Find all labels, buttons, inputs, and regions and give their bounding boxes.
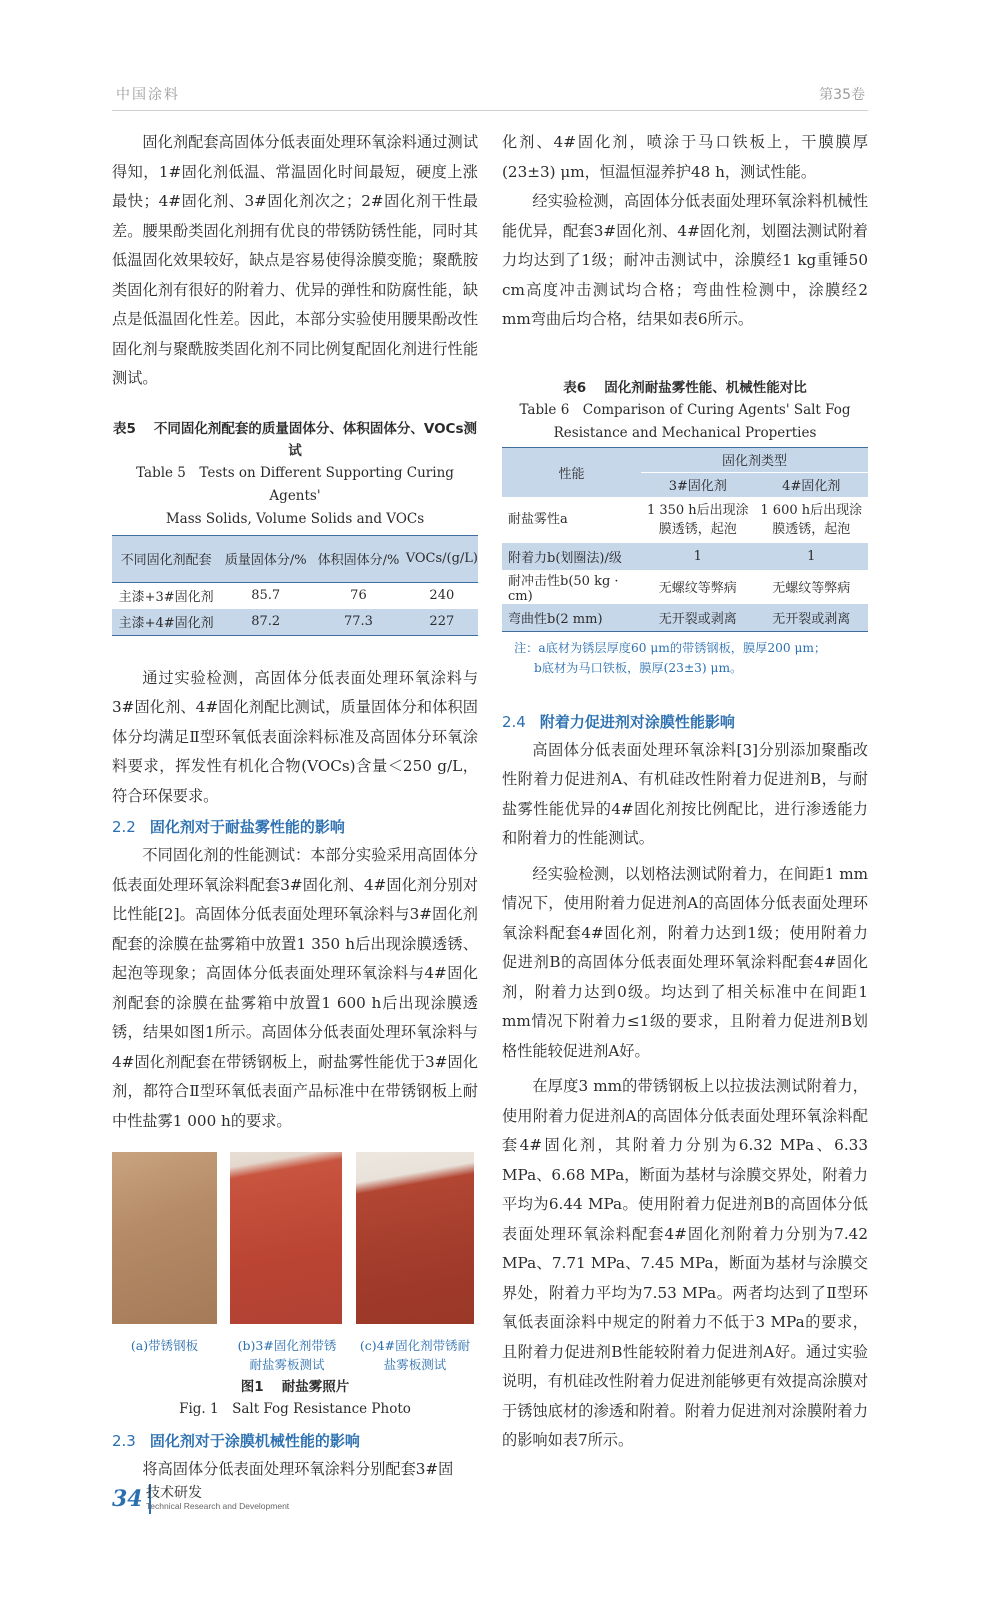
table-caption-en: Table 5 Tests on Different Supporting Curing Agents' (136, 464, 454, 504)
table-header: 体积固体分/% (311, 535, 405, 582)
table-note-line: 注：a底材为锈层厚度60 μm的带锈钢板，膜厚200 μm； (514, 640, 827, 655)
photo-caption-c (352, 1336, 478, 1374)
section-title: 固化剂对于涂膜机械性能的影响 (149, 1432, 360, 1450)
table-cell: 主漆+3#固化剂 (118, 590, 214, 605)
table-cell: 附着力b(划圈法)/级 (502, 543, 641, 570)
section-number: 2.3 (112, 1432, 136, 1450)
table-cell: 1 (641, 543, 754, 570)
table-caption-en-2: Mass Solids, Volume Solids and VOCs (165, 510, 425, 527)
figure-caption-en: Fig. 1 Salt Fog Resistance Photo (179, 1401, 411, 1417)
table-header: 性能 (502, 447, 641, 497)
table-number: 表6 (563, 379, 587, 396)
page-number: 34 (112, 1484, 151, 1514)
table-caption-cn (502, 377, 868, 399)
table-header: VOCs/(g/L) (406, 535, 478, 582)
caption-text: (a)带锈钢板 (130, 1338, 199, 1353)
table6-block (502, 377, 868, 678)
table-cell: 主漆+4#固化剂 (112, 609, 220, 636)
table-row (502, 570, 868, 604)
table-cell: 85.7 (251, 588, 281, 603)
table-number: 表5 (112, 420, 136, 437)
footer-section-cn: 技术研发 (146, 1485, 202, 1501)
figure-title: 耐盐雾照片 (281, 1379, 350, 1395)
paragraph: 固化剂配套高固体分低表面处理环氧涂料通过测试得知，1#固化剂低温、常温固化时间最短，硬度上涨最快；4#固化剂、3#固化剂次之；2#固化剂干性最差。腰果酚类固化剂拥有优良的带锈防锈性能，同时其低温固化效果较好，缺点是容易使得涂膜变脆；聚酰胺类固化剂有很好的附着力、优异的弹性和防腐性能，缺点是低温固化性差。因此，本部分实验使用腰果酚改性固化剂与聚酰胺类固化剂不同比例复配固化剂进行性能测试。 (112, 133, 478, 387)
table-header: 不同固化剂配套 (112, 535, 220, 582)
section-number: 2.2 (112, 818, 136, 836)
table-title: 固化剂耐盐雾性能、机械性能对比 (604, 379, 807, 396)
table5 (112, 535, 478, 636)
table6 (502, 447, 868, 632)
curing-agent-3-panel-photo (230, 1152, 342, 1324)
table-note (514, 638, 868, 678)
table-header: 固化剂类型 (641, 447, 868, 472)
section-heading (112, 1427, 478, 1455)
paragraph: 不同固化剂的性能测试：本部分实验采用高固体分低表面处理环氧涂料配套3#固化剂、4#固化剂分别对比性能[2]。高固体分低表面处理环氧涂料与3#固化剂配套的涂膜在盐雾箱中放置1 350 h后出现涂膜透锈、起泡等现象；高固体分低表面处理环氧涂料与4#固化剂配套的涂膜在盐雾箱中放置1 600 h后出现涂膜透锈，结果如图1所示。高固体分低表面处理环氧涂料与4#固化剂配套在带锈钢板上，耐盐雾性能优于3#固化剂，都符合Ⅱ型环氧低表面产品标准中在带锈钢板上耐中性盐雾1 000 h的要求。 (112, 846, 478, 1130)
table-row (502, 543, 868, 570)
table-cell: 227 (406, 609, 478, 636)
table-row (112, 582, 478, 609)
table-cell: 无开裂或剥离 (755, 604, 868, 632)
header-rule (112, 110, 868, 111)
journal-name: 中国涂料 (116, 87, 180, 103)
paragraph: 在厚度3 mm的带锈钢板上以拉拔法测试附着力，使用附着力促进剂A的高固体分低表面处理环氧涂料配套4#固化剂，其附着力分别为6.32 MPa、6.33 MPa、6.68 MPa，断面为基材与涂膜交界处，附着力平均为6.44 MPa。使用附着力促进剂B的高固体分低表面处理环氧涂料配套4#固化剂附着力分别为7.42 MPa、7.71 MPa、7.45 MPa，断面为基材与涂膜交界处，附着力平均为7.53 MPa。两者均达到了Ⅱ型环氧低表面涂料中规定的附着力不低于3 MPa的要求，且附着力促进剂B性能较附着力促进剂A好。通过实验说明，有机硅改性附着力促进剂能够更有效提高涂膜对于锈蚀底材的渗透和附着。附着力促进剂对涂膜附着力的影响如表7所示。 (502, 1077, 868, 1449)
table-cell: 1 (755, 543, 868, 570)
table-cell: 76 (350, 588, 367, 603)
paragraph: 高固体分低表面处理环氧涂料[3]分别添加聚酯改性附着力促进剂A、有机硅改性附着力促进剂B，与耐盐雾性能优异的4#固化剂按比例配比，进行渗透能力和附着力的性能测试。 (502, 740, 868, 847)
table-header: 4#固化剂 (755, 472, 868, 497)
table-cell: 耐冲击性b(50 kg · cm) (508, 573, 619, 604)
figure-caption-cn (112, 1376, 478, 1398)
curing-agent-4-panel-photo (356, 1152, 474, 1324)
table-cell: 1 350 h后出现涂膜透锈，起泡 (646, 502, 749, 537)
figure-number: 图1 (240, 1379, 264, 1395)
paragraph: 将高固体分低表面处理环氧涂料分别配套3#固 (142, 1460, 454, 1478)
table-cell: 弯曲性b(2 mm) (502, 604, 641, 632)
caption-text: (b)3#固化剂带锈 (237, 1338, 337, 1353)
right-column (502, 128, 868, 1456)
left-column (112, 128, 478, 1485)
section-title: 固化剂对于耐盐雾性能的影响 (149, 818, 345, 836)
table-header: 3#固化剂 (641, 472, 754, 497)
table-cell: 无螺纹等弊病 (658, 581, 737, 596)
section-title: 附着力促进剂对涂膜性能影响 (539, 712, 735, 731)
table-cell: 无螺纹等弊病 (772, 581, 851, 596)
table-caption-en: Table 6 Comparison of Curing Agents' Salt Fog (519, 401, 851, 418)
section-number: 2.4 (502, 712, 526, 731)
table-cell: 240 (429, 588, 455, 603)
table-row (502, 604, 868, 632)
table-cell: 77.3 (311, 609, 405, 636)
table-caption-cn (112, 418, 478, 462)
figure1-photos (112, 1152, 478, 1372)
table5-block (112, 418, 478, 636)
caption-text: 耐盐雾板测试 (249, 1357, 325, 1372)
table-cell: 87.2 (220, 609, 311, 636)
table-header: 质量固体分/% (220, 535, 311, 582)
table-row (502, 497, 868, 543)
volume-label: 第35卷 (819, 87, 865, 103)
photo-caption-b (228, 1336, 346, 1374)
paragraph: 化剂、4#固化剂，喷涂于马口铁板上，干膜膜厚(23±3) μm，恒温恒湿养护48 h，测试性能。 (502, 133, 868, 181)
table-title: 不同固化剂配套的质量固体分、体积固体分、VOCs测试 (153, 420, 478, 459)
table-cell: 1 600 h后出现涂膜透锈，起泡 (760, 502, 863, 537)
section-heading (502, 708, 868, 736)
paragraph: 经实验检测，以划格法测试附着力，在间距1 mm情况下，使用附着力促进剂A的高固体分低表面处理环氧涂料配套4#固化剂，附着力达到1级；使用附着力促进剂B的高固体分低表面处理环氧涂料配套4#固化剂，附着力达到0级。均达到了相关标准中在间距1 mm情况下附着力≤1级的要求，且附着力促进剂B划格性能较促进剂A好。 (502, 864, 868, 1060)
table-cell: 无开裂或剥离 (641, 604, 754, 632)
section-heading (112, 813, 478, 841)
table-note-line: b底材为马口铁板，膜厚(23±3) μm。 (534, 660, 743, 675)
table-caption-en-2: Resistance and Mechanical Properties (553, 424, 817, 441)
table-cell: 耐盐雾性a (508, 512, 568, 527)
paragraph: 通过实验检测，高固体分低表面处理环氧涂料与3#固化剂、4#固化剂配比测试，质量固体分和体积固体分均满足Ⅱ型环氧低表面涂料标准及高固体分环氧涂料要求，挥发性有机化合物(VOCs)含量＜250 g/L，符合环保要求。 (112, 668, 478, 805)
paragraph: 经实验检测，高固体分低表面处理环氧涂料机械性能优异，配套3#固化剂、4#固化剂，划圈法测试附着力均达到了1级；耐冲击测试中，涂膜经1 kg重锤50 cm高度冲击测试均合格；弯曲性检测中，涂膜经2 mm弯曲后均合格，结果如表6所示。 (502, 192, 868, 328)
photo-caption-a (112, 1336, 217, 1355)
caption-text: 盐雾板测试 (383, 1357, 447, 1372)
rusted-steel-photo (112, 1152, 217, 1324)
footer-section-en: Technical Research and Development (146, 1501, 290, 1511)
caption-text: (c)4#固化剂带锈耐 (359, 1338, 471, 1353)
table-row (112, 609, 478, 636)
